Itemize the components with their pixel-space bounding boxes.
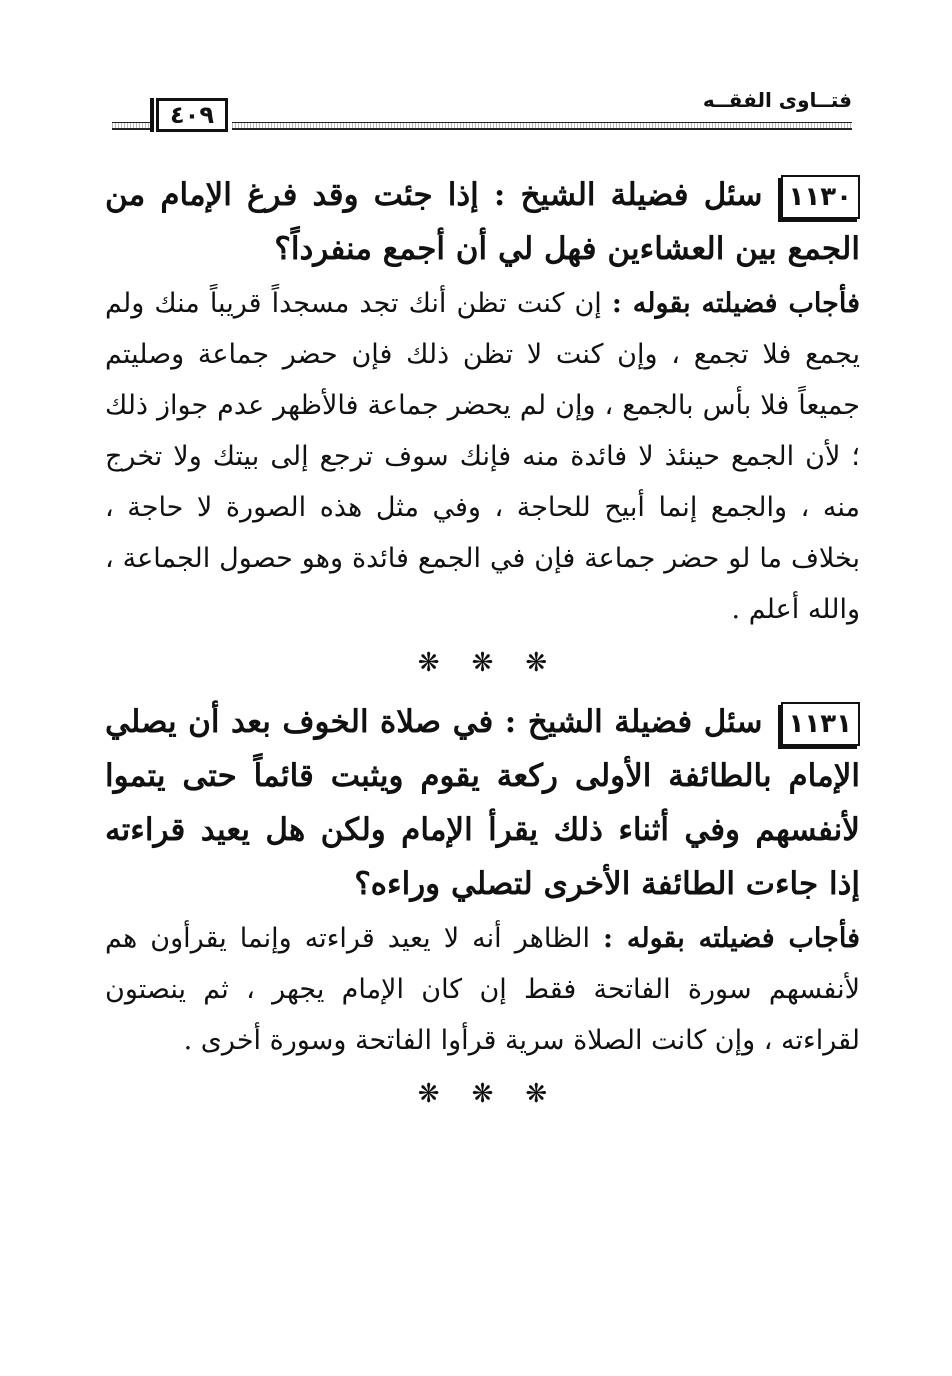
page-header xyxy=(112,82,852,138)
fatwa-answer xyxy=(105,278,860,635)
star-ornament-icon: ❋ xyxy=(525,648,580,678)
answer-text: الظاهر أنه لا يعيد قراءته وإنما يقرأون هم لأنفسهم سورة الفاتحة فقط إن كان الإمام يجهر ، ثم ينصتون لقراءته ، وإن كانت الصلاة سرية قرأوا الفاتحة وسورة أخرى . xyxy=(105,923,860,1056)
section-separator xyxy=(105,1076,860,1112)
fatwa-number: ١١٣١ xyxy=(781,702,860,746)
star-ornament-icon: ❋ xyxy=(525,1079,580,1109)
question-text: سئل فضيلة الشيخ : إذا جئت وقد فرغ الإمام من الجمع بين العشاءين فهل لي أن أجمع منفرداً؟ xyxy=(105,177,860,267)
fatwa-question xyxy=(105,695,860,911)
page-body xyxy=(105,168,860,1126)
fatwa-question xyxy=(105,168,860,276)
answer-lead: فأجاب فضيلته بقوله : xyxy=(611,288,860,319)
star-ornament-icon: ❋ xyxy=(471,648,526,678)
section-separator xyxy=(105,645,860,681)
header-rule-left xyxy=(112,122,154,130)
star-ornament-icon: ❋ xyxy=(471,1079,526,1109)
book-title: فتــاوى الفقــه xyxy=(702,88,852,112)
page-number: ٤٠٩ xyxy=(156,98,228,132)
star-ornament-icon: ❋ xyxy=(417,648,472,678)
star-ornament-icon: ❋ xyxy=(417,1079,472,1109)
answer-text: إن كنت تظن أنك تجد مسجداً قريباً منك ولم يجمع فلا تجمع ، وإن كنت لا تظن ذلك فإن حضر جماعة وصليتم جميعاً فلا بأس بالجمع ، وإن لم يحضر جماعة فالأظهر عدم جواز ذلك ؛ لأن الجمع حينئذ لا فائدة منه فإنك سوف ترجع إلى بيتك ولا تخرج منه ، والجمع إنما أبيح للحاجة ، وفي مثل هذه الصورة لا حاجة ، بخلاف ما لو حضر جماعة فإن في الجمع فائدة وهو حصول الجماعة ، والله أعلم . xyxy=(105,288,860,625)
fatwa-number: ١١٣٠ xyxy=(781,175,860,219)
header-rule-right xyxy=(232,122,852,130)
question-text: سئل فضيلة الشيخ : في صلاة الخوف بعد أن يصلي الإمام بالطائفة الأولى ركعة يقوم ويثبت قائماً حتى يتموا لأنفسهم وفي أثناء ذلك يقرأ الإمام ولكن هل يعيد قراءته إذا جاءت الطائفة الأخرى لتصلي وراءه؟ xyxy=(105,704,860,902)
fatwa-answer xyxy=(105,913,860,1066)
answer-lead: فأجاب فضيلته بقوله : xyxy=(603,923,860,954)
